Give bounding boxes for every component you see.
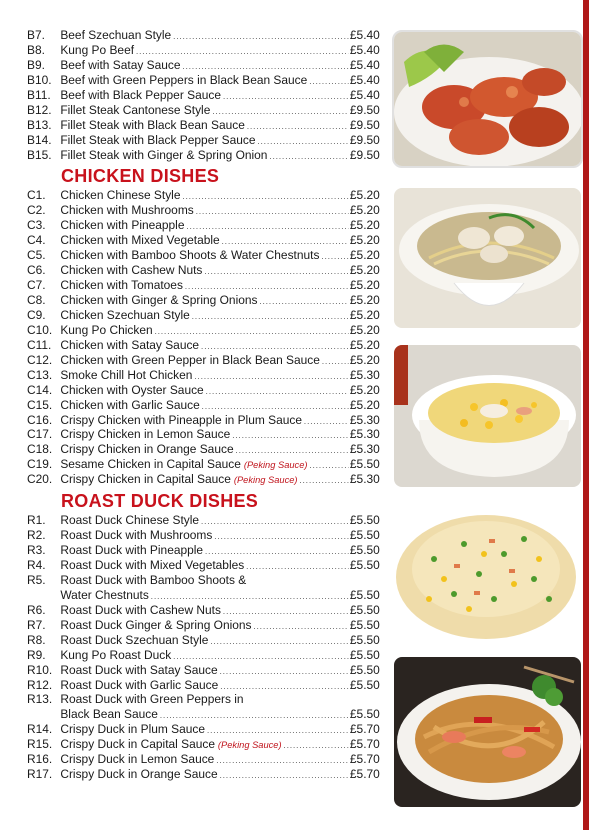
- item-price: £5.30: [349, 427, 380, 442]
- item-name: Beef Szechuan Style: [60, 28, 172, 42]
- dot-leader: [222, 235, 348, 248]
- dot-leader: [185, 280, 348, 293]
- duck-item: [27, 633, 380, 648]
- chicken-item: [27, 203, 380, 218]
- chicken-item: [27, 248, 380, 263]
- dot-leader: [220, 769, 348, 782]
- item-code: R6.: [27, 602, 46, 617]
- item-name: Beef with Satay Sauce: [60, 57, 181, 72]
- item-code: B9.: [27, 57, 45, 72]
- item-name: Crispy Chicken in Lemon Sauce: [60, 427, 231, 442]
- item-code: C19.: [27, 457, 53, 472]
- item-price: £5.50: [349, 617, 380, 632]
- dot-leader: [223, 605, 348, 618]
- item-code: C13.: [27, 367, 53, 382]
- item-name: Roast Duck Szechuan Style: [60, 632, 209, 647]
- chicken-item: [27, 308, 380, 323]
- item-code: R4.: [27, 558, 46, 572]
- chicken-wings-photo: [392, 30, 583, 168]
- chicken-item: [27, 218, 380, 233]
- item-name: Smoke Chill Hot Chicken: [60, 367, 193, 382]
- chicken-item: [27, 457, 380, 472]
- item-price: £9.50: [349, 117, 380, 132]
- item-code: C14.: [27, 382, 53, 397]
- item-note: (Peking Sauce): [233, 475, 298, 487]
- item-name: Fillet Steak with Black Pepper Sauce: [60, 132, 256, 147]
- dot-leader: [246, 560, 348, 573]
- dot-leader: [182, 190, 347, 203]
- duck-item: [27, 707, 380, 722]
- item-code: B13.: [27, 117, 52, 132]
- beef-item: [27, 43, 380, 58]
- item-price: £5.70: [349, 752, 380, 767]
- beef-item: [27, 58, 380, 73]
- item-price: £5.40: [349, 28, 380, 42]
- item-code: B10.: [27, 72, 52, 87]
- item-name: Chicken Szechuan Style: [60, 307, 190, 322]
- item-price: £5.20: [349, 322, 380, 337]
- chicken-item: [27, 413, 380, 428]
- item-price: £5.20: [349, 397, 380, 412]
- item-price: £5.30: [349, 367, 380, 382]
- item-code: C3.: [27, 218, 46, 233]
- duck-item: [27, 663, 380, 678]
- dot-leader: [216, 754, 348, 767]
- dot-leader: [155, 325, 348, 338]
- item-price: £5.20: [349, 188, 380, 203]
- item-code: C10.: [27, 322, 53, 337]
- dot-leader: [220, 680, 348, 693]
- dot-leader: [204, 265, 348, 278]
- item-code: C1.: [27, 188, 46, 203]
- item-price: £5.20: [349, 278, 380, 293]
- item-note: (Peking Sauce): [217, 740, 282, 752]
- item-price: £5.20: [349, 248, 380, 263]
- dot-leader: [173, 30, 348, 43]
- item-code: R10.: [27, 662, 53, 677]
- item-code: R7.: [27, 617, 46, 632]
- beef-item: [27, 88, 380, 103]
- item-name: Chicken with Mixed Vegetable: [60, 233, 220, 248]
- item-name: Fillet Steak with Ginger & Spring Onion: [60, 147, 268, 162]
- item-price: £5.20: [349, 203, 380, 218]
- item-code: R12.: [27, 677, 53, 692]
- item-name: Crispy Chicken in Capital Sauce: [60, 472, 231, 487]
- chicken-item: [27, 188, 380, 203]
- duck-item: [27, 767, 380, 782]
- item-price: £5.20: [349, 307, 380, 322]
- item-code: B11.: [27, 87, 51, 102]
- item-name: Sesame Chicken in Capital Sauce: [60, 457, 241, 472]
- item-price: £5.50: [349, 543, 380, 558]
- item-name: Roast Duck Chinese Style: [60, 513, 200, 528]
- dot-leader: [269, 150, 348, 163]
- chicken-item: [27, 278, 380, 293]
- item-name: Chicken with Oyster Sauce: [60, 382, 204, 397]
- item-price: £5.20: [349, 263, 380, 278]
- item-name: Chicken with Satay Sauce: [60, 337, 200, 352]
- dot-leader: [201, 515, 348, 528]
- item-code: B7.: [27, 28, 45, 42]
- item-code: C20.: [27, 472, 53, 487]
- dot-leader: [201, 340, 348, 353]
- item-code: R15.: [27, 737, 53, 752]
- item-name: Roast Duck with Bamboo Shoots &: [60, 572, 247, 587]
- dot-leader: [206, 385, 348, 398]
- dot-leader: [173, 650, 348, 663]
- item-code: B14.: [27, 132, 52, 147]
- beef-item: [27, 133, 380, 148]
- item-code: B15.: [27, 147, 52, 162]
- item-price: £5.50: [349, 632, 380, 647]
- item-price: £9.50: [349, 102, 380, 117]
- duck-item: [27, 513, 380, 528]
- menu-column: [27, 28, 387, 782]
- noodle-soup-photo: [392, 186, 583, 330]
- item-code: R16.: [27, 752, 53, 767]
- dot-leader: [321, 250, 348, 263]
- item-code: R13.: [27, 692, 53, 707]
- duck-item: [27, 528, 380, 543]
- beef-item: [27, 103, 380, 118]
- dot-leader: [202, 400, 348, 413]
- item-name: Crispy Duck in Lemon Sauce: [60, 752, 215, 767]
- dot-leader: [232, 429, 348, 442]
- item-price: £5.50: [349, 602, 380, 617]
- sweetcorn-soup-photo: [392, 343, 583, 489]
- item-name: Crispy Chicken with Pineapple in Plum Sauce: [60, 412, 302, 427]
- item-name: Chicken with Ginger & Spring Onions: [60, 293, 258, 307]
- item-name: Roast Duck with Pineapple: [60, 543, 204, 558]
- item-price: £5.20: [349, 293, 380, 307]
- chicken-item: [27, 263, 380, 278]
- item-code: C18.: [27, 442, 53, 457]
- duck-item: [27, 752, 380, 767]
- item-price: £5.50: [349, 662, 380, 677]
- item-price: £5.70: [349, 737, 380, 752]
- dot-leader: [212, 105, 348, 118]
- item-code: R17.: [27, 767, 53, 782]
- item-name: Water Chestnuts: [60, 587, 149, 602]
- stir-fry-noodles-photo: [392, 655, 583, 809]
- item-code: B12.: [27, 102, 52, 117]
- item-price: £5.70: [349, 722, 380, 737]
- item-code: C11.: [27, 337, 52, 352]
- item-price: £9.50: [349, 132, 380, 147]
- dot-leader: [182, 60, 347, 73]
- item-name: Crispy Duck in Orange Sauce: [60, 767, 218, 782]
- chicken-item: [27, 233, 380, 248]
- item-price: £5.50: [349, 558, 380, 572]
- dot-leader: [210, 635, 348, 648]
- dot-leader: [257, 135, 347, 148]
- item-price: £5.20: [349, 352, 380, 367]
- dot-leader: [196, 205, 348, 218]
- item-price: £5.50: [349, 457, 380, 472]
- dot-leader: [194, 370, 348, 383]
- item-price: £5.30: [349, 472, 380, 487]
- dot-leader: [192, 310, 348, 323]
- item-code: R5.: [27, 572, 46, 587]
- duck-item: [27, 573, 380, 588]
- item-code: C12.: [27, 352, 53, 367]
- item-price: £5.70: [349, 767, 380, 782]
- chicken-heading: CHICKEN DISHES: [61, 166, 220, 187]
- item-code: R14.: [27, 722, 53, 737]
- dot-leader: [136, 45, 348, 58]
- item-price: £5.20: [349, 218, 380, 233]
- item-name: Chicken with Tomatoes: [60, 278, 183, 293]
- dot-leader: [259, 295, 347, 308]
- item-price: £5.50: [349, 707, 380, 722]
- item-name: Roast Duck Ginger & Spring Onions: [60, 617, 252, 632]
- duck-item: [27, 648, 380, 663]
- dot-leader: [220, 665, 348, 678]
- item-price: £5.40: [349, 72, 380, 87]
- item-price: £5.20: [349, 337, 380, 352]
- dot-leader: [151, 590, 348, 603]
- item-name: Beef with Black Pepper Sauce: [60, 87, 221, 102]
- item-code: R2.: [27, 528, 46, 543]
- item-name: Chicken with Pineapple: [60, 218, 185, 233]
- duck-heading: ROAST DUCK DISHES: [61, 491, 259, 512]
- item-name: Chicken with Bamboo Shoots & Water Chestnuts: [60, 248, 320, 263]
- item-price: £5.20: [349, 382, 380, 397]
- item-code: B8.: [27, 42, 45, 57]
- duck-item: [27, 737, 380, 752]
- dot-leader: [322, 355, 348, 368]
- dot-leader: [223, 90, 348, 103]
- item-name: Roast Duck with Green Peppers in: [60, 692, 244, 707]
- item-price: £5.50: [349, 587, 380, 602]
- item-price: £5.30: [349, 442, 380, 457]
- item-price: £5.50: [349, 647, 380, 662]
- dot-leader: [205, 545, 348, 558]
- item-name: Fillet Steak with Black Bean Sauce: [60, 117, 245, 132]
- chicken-item: [27, 293, 380, 308]
- dot-leader: [304, 415, 348, 428]
- item-note: (Peking Sauce): [243, 460, 308, 472]
- beef-item: [27, 73, 380, 88]
- item-name: Chicken Chinese Style: [60, 188, 181, 203]
- item-code: C5.: [27, 248, 46, 263]
- item-code: C8.: [27, 293, 46, 307]
- duck-item: [27, 678, 380, 693]
- item-price: £9.50: [349, 147, 380, 162]
- chicken-item: [27, 383, 380, 398]
- item-name: Crispy Duck in Plum Sauce: [60, 722, 206, 737]
- chicken-item: [27, 368, 380, 383]
- item-code: C4.: [27, 233, 46, 248]
- item-code: C6.: [27, 263, 46, 278]
- duck-item: [27, 543, 380, 558]
- duck-item: [27, 618, 380, 633]
- item-name: Chicken with Mushrooms: [60, 203, 194, 218]
- duck-item: [27, 558, 380, 573]
- duck-list: [27, 513, 387, 782]
- duck-item: [27, 603, 380, 618]
- item-name: Roast Duck with Satay Sauce: [60, 662, 218, 677]
- item-code: R1.: [27, 513, 46, 528]
- item-price: £5.40: [349, 42, 380, 57]
- item-code: R3.: [27, 543, 46, 558]
- duck-item: [27, 692, 380, 707]
- item-name: Black Bean Sauce: [60, 707, 158, 722]
- item-code: R8.: [27, 632, 46, 647]
- dot-leader: [253, 620, 347, 633]
- fried-rice-photo: [392, 497, 583, 647]
- item-code: C17.: [27, 427, 53, 442]
- item-name: Crispy Duck in Capital Sauce: [60, 737, 215, 752]
- chicken-item: [27, 472, 380, 487]
- dot-leader: [186, 220, 348, 233]
- page-edge-stripe: [583, 0, 589, 830]
- item-name: Kung Po Roast Duck: [60, 647, 172, 662]
- chicken-item: [27, 323, 380, 338]
- beef-list: [27, 28, 387, 162]
- beef-item: [27, 28, 380, 43]
- item-price: £5.40: [349, 87, 380, 102]
- beef-item: [27, 118, 380, 133]
- dot-leader: [160, 709, 348, 722]
- item-name: Chicken with Garlic Sauce: [60, 397, 200, 412]
- dot-leader: [284, 739, 348, 752]
- chicken-item: [27, 398, 380, 413]
- item-price: £5.50: [349, 528, 380, 543]
- item-name: Roast Duck with Mushrooms: [60, 528, 213, 543]
- item-name: Roast Duck with Garlic Sauce: [60, 677, 219, 692]
- item-name: Chicken with Green Pepper in Black Bean Sauce: [60, 352, 320, 367]
- item-name: Beef with Green Peppers in Black Bean Sauce: [60, 72, 308, 87]
- item-name: Kung Po Beef: [60, 42, 135, 57]
- item-code: C15.: [27, 397, 53, 412]
- chicken-item: [27, 442, 380, 457]
- chicken-item: [27, 353, 380, 368]
- item-price: £5.40: [349, 57, 380, 72]
- item-price: £5.50: [349, 677, 380, 692]
- item-name: Fillet Steak Cantonese Style: [60, 102, 211, 117]
- dot-leader: [247, 120, 348, 133]
- item-code: C16.: [27, 412, 53, 427]
- duck-item: [27, 588, 380, 603]
- beef-item: [27, 148, 380, 163]
- dot-leader: [207, 724, 348, 737]
- item-name: Crispy Chicken in Orange Sauce: [60, 442, 234, 457]
- item-price: £5.50: [349, 513, 380, 528]
- item-name: Kung Po Chicken: [60, 322, 153, 337]
- item-code: C7.: [27, 278, 46, 293]
- chicken-item: [27, 338, 380, 353]
- chicken-list: [27, 188, 387, 487]
- item-code: R9.: [27, 647, 46, 662]
- item-name: Roast Duck with Mixed Vegetables: [60, 558, 245, 572]
- item-price: £5.20: [349, 233, 380, 248]
- item-code: C9.: [27, 307, 46, 322]
- chicken-item: [27, 427, 380, 442]
- item-code: C2.: [27, 203, 46, 218]
- dot-leader: [236, 444, 348, 457]
- dot-leader: [309, 459, 347, 472]
- dot-leader: [214, 530, 348, 543]
- dot-leader: [309, 75, 348, 88]
- item-name: Roast Duck with Cashew Nuts: [60, 602, 221, 617]
- item-name: Chicken with Cashew Nuts: [60, 263, 203, 278]
- item-price: £5.30: [349, 412, 380, 427]
- duck-item: [27, 722, 380, 737]
- dot-leader: [299, 474, 347, 487]
